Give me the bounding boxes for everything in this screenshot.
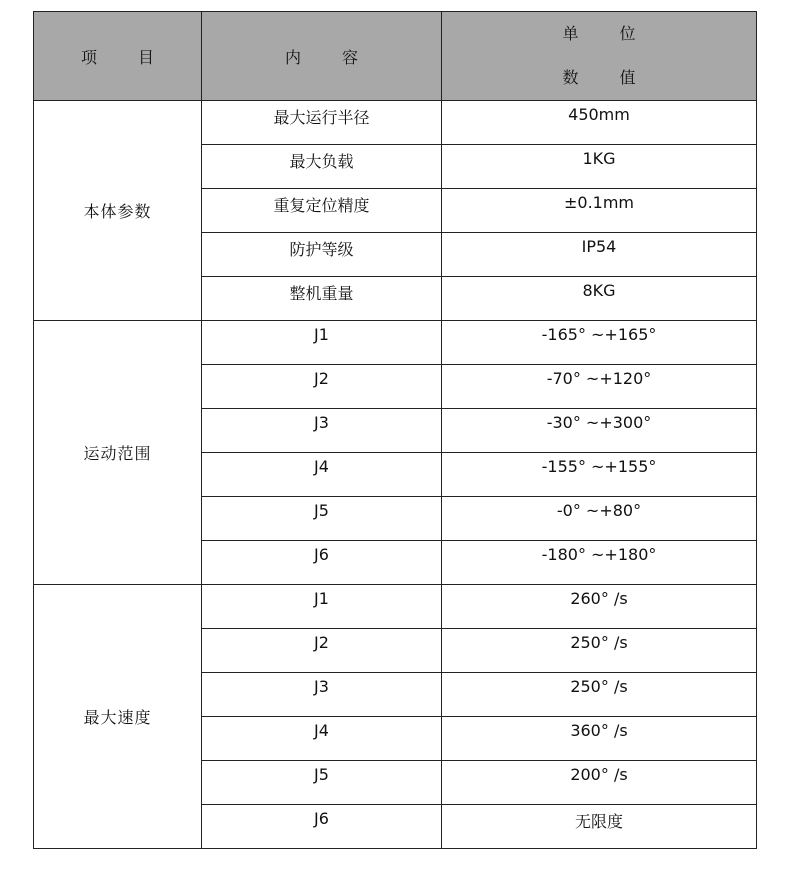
table-row — [34, 101, 757, 145]
row-item: J3 — [202, 673, 442, 717]
row-value: ±0.1mm — [442, 189, 757, 233]
row-value: -165° ~+165° — [442, 321, 757, 365]
row-item: J6 — [202, 541, 442, 585]
row-item: 最大运行半径 — [202, 101, 442, 145]
table-row — [34, 585, 757, 629]
row-value: 250° /s — [442, 673, 757, 717]
row-item: J1 — [202, 585, 442, 629]
row-value: 360° /s — [442, 717, 757, 761]
row-value: -30° ~+300° — [442, 409, 757, 453]
header-content: 内 容 — [202, 12, 442, 101]
table-row — [34, 321, 757, 365]
header-row — [34, 12, 757, 101]
group-label-body-params: 本体参数 — [34, 101, 202, 321]
row-item: J2 — [202, 629, 442, 673]
row-item: J4 — [202, 453, 442, 497]
row-item: 整机重量 — [202, 277, 442, 321]
row-item: J5 — [202, 761, 442, 805]
row-item: 重复定位精度 — [202, 189, 442, 233]
row-value: 450mm — [442, 101, 757, 145]
row-item: J5 — [202, 497, 442, 541]
row-value: 250° /s — [442, 629, 757, 673]
row-item: 最大负载 — [202, 145, 442, 189]
row-item: 防护等级 — [202, 233, 442, 277]
spec-table — [33, 11, 757, 849]
row-item: J2 — [202, 365, 442, 409]
row-value: 8KG — [442, 277, 757, 321]
group-label-motion-range: 运动范围 — [34, 321, 202, 585]
row-value: 1KG — [442, 145, 757, 189]
row-value: 无限度 — [442, 805, 757, 849]
row-value: 260° /s — [442, 585, 757, 629]
row-value: IP54 — [442, 233, 757, 277]
header-unit-value — [442, 12, 757, 101]
row-item: J6 — [202, 805, 442, 849]
row-value: -70° ~+120° — [442, 365, 757, 409]
row-value: 200° /s — [442, 761, 757, 805]
header-item: 项 目 — [34, 12, 202, 101]
group-label-max-speed: 最大速度 — [34, 585, 202, 849]
row-value: -180° ~+180° — [442, 541, 757, 585]
header-value: 数 值 — [562, 68, 654, 87]
row-value: -155° ~+155° — [442, 453, 757, 497]
header-unit: 单 位 — [562, 24, 654, 43]
row-item: J4 — [202, 717, 442, 761]
row-item: J1 — [202, 321, 442, 365]
row-item: J3 — [202, 409, 442, 453]
row-value: -0° ~+80° — [442, 497, 757, 541]
